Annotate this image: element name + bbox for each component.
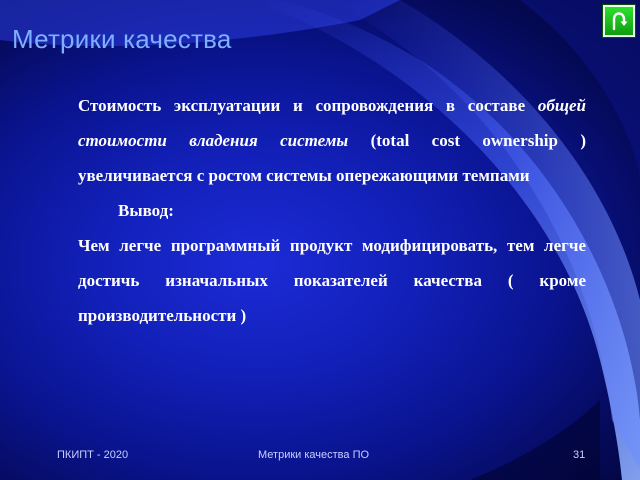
slide-body: [78, 88, 586, 333]
slide-title: Метрики качества: [12, 24, 232, 54]
paragraph-cost: [78, 88, 586, 193]
return-arrow-icon: [608, 10, 630, 32]
paragraph-cost-italic: общей стоимости владения системы: [78, 96, 586, 150]
footer-center: Метрики качества ПО: [258, 449, 370, 461]
paragraph-conclusion: Чем легче программный продукт модифицировать, тем легче достичь изначальных показателей качества ( кроме производительности ): [78, 236, 586, 325]
conclusion-label: Вывод:: [118, 201, 174, 220]
paragraph-cost-part1: Стоимость эксплуатации и сопровождения в составе: [78, 96, 538, 115]
footer-left: ПКИПТ - 2020: [57, 449, 129, 461]
page-number: 31: [573, 449, 586, 461]
paragraph-cost-part2: (total cost ownership ) увеличивается с ростом системы опережающими темпами: [78, 131, 586, 185]
return-button[interactable]: [603, 5, 635, 37]
